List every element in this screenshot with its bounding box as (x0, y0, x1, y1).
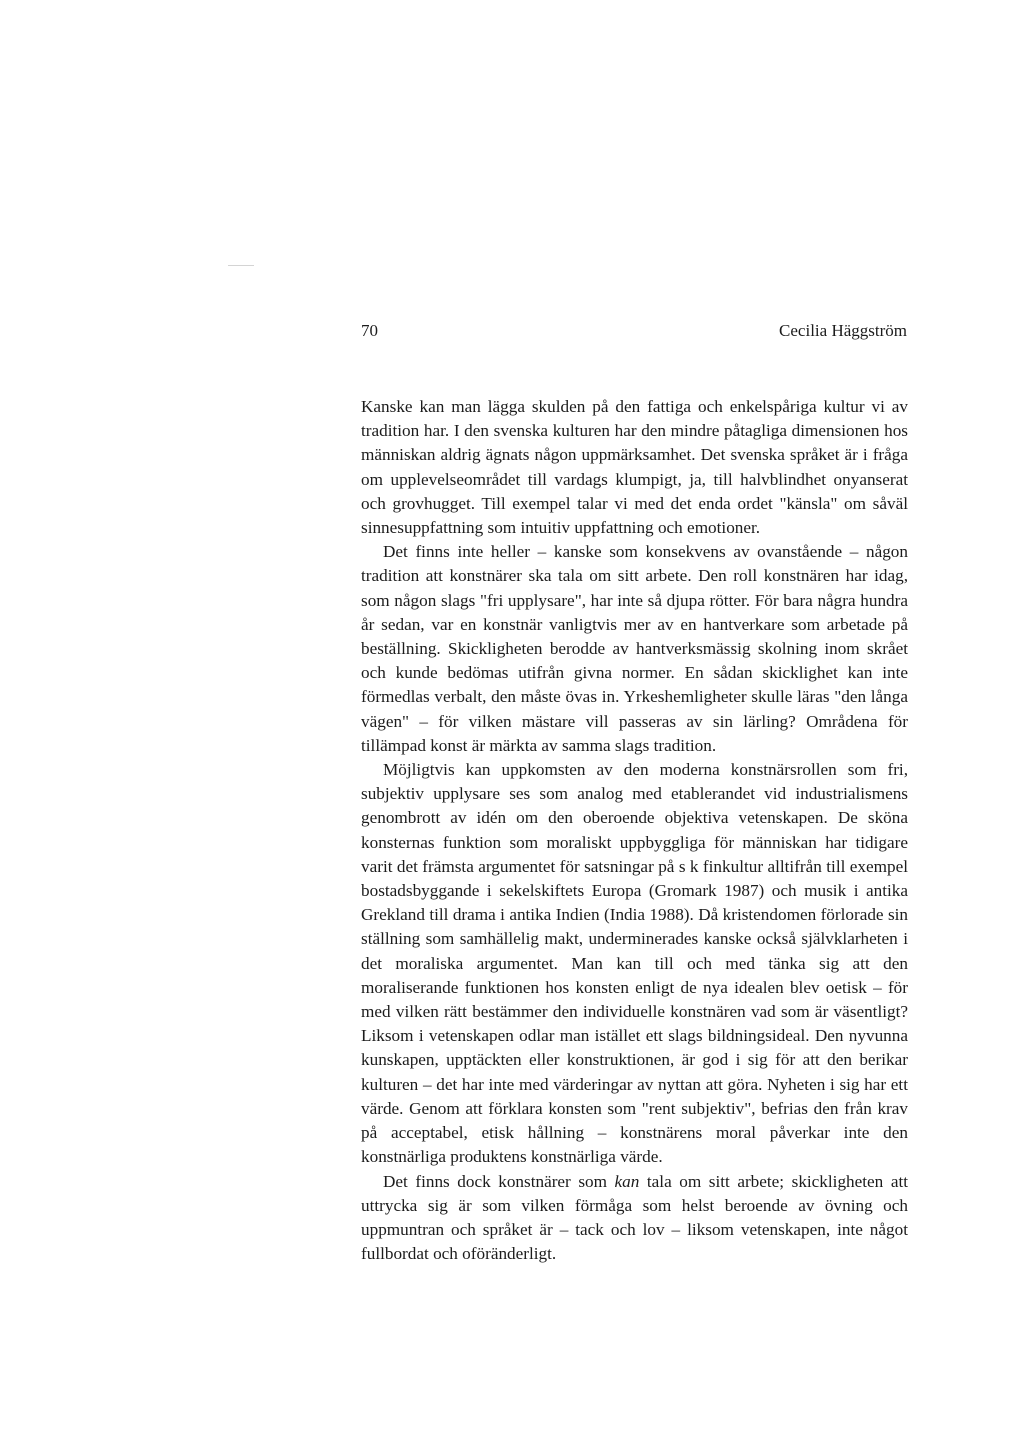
paragraph-3: Möjligtvis kan uppkomsten av den moderna konstnärsrollen som fri, subjektiv upplysare ses som analog med etablerandet vid industrialismens genombrott av idén om den oberoende objektiva vetenskapen. De sköna konsternas funktion som moraliskt uppbyggliga för människan har tidigare varit det främsta argumentet för satsningar på s k finkultur alltifrån till exempel bostadsbyggande i sekelskiftets Europa (Gromark 1987) och musik i antika Grekland till drama i antika Indien (India 1988). Då kristendomen förlorade sin ställning som samhällelig makt, underminerades kanske också självklarheten i det moraliska argumentet. Man kan till och med tänka sig att den moraliserande funktionen hos konsten enligt de nya idealen blev oetisk – för med vilken rätt bestämmer den individuelle konstnären vad som är väsentligt? Liksom i vetenskapen odlar man istället ett slags bildningsideal. Den nyvunna kunskapen, upptäckten eller konstruktionen, är god i sig för att den berikar kulturen – det har inte med värderingar av nyttan att göra. Nyheten i sig har ett värde. Genom att förklara konsten som "rent subjektiv", befrias den från krav på acceptabel, etisk hållning – konstnärens moral påverkar inte den konstnärliga produktens konstnärliga värde. (361, 760, 908, 1167)
body-text (361, 395, 908, 1266)
paragraph-4-after: tala om sitt arbete; skickligheten att uttrycka sig är som vilken förmåga som helst beroende av övning och uppmuntran och språket är – tack och lov – liksom vetenskapen, inte något fullbordat och oföränderligt. (361, 1171, 908, 1264)
running-head-author: Cecilia Häggström (779, 321, 907, 340)
paragraph-2: Det finns inte heller – kanske som konsekvens av ovanstående – någon tradition att konstnärer ska tala om sitt arbete. Den roll konstnären har idag, som någon slags "fri upplysare", har inte så djupa rötter. För bara några hundra år sedan, var en konstnär vanligtvis mer av en hantverkare som arbetade på beställning. Skickligheten berodde av hantverksmässig skolning inom skrået och kunde bedömas utifrån givna normer. En sådan skicklighet kan inte förmedlas verbalt, den måste övas in. Yrkeshemligheter skulle läras "den långa vägen" – för vilken mästare vill passeras av sin lärling? Områdena för tillämpad konst är märkta av samma slags tradition. (361, 542, 908, 755)
page-header (361, 318, 907, 344)
scan-artifact-line (228, 265, 254, 266)
emphasis-kan: kan (614, 1171, 640, 1191)
paragraph-4 (361, 1170, 908, 1267)
paragraph-4-before: Det finns dock konstnärer som (383, 1171, 615, 1191)
page-number: 70 (361, 321, 378, 340)
paragraph-1: Kanske kan man lägga skulden på den fattiga och enkelspåriga kultur vi av tradition har. I den svenska kulturen har den mindre påtagliga dimensionen hos människan aldrig ägnats någon uppmärksamhet. Det svenska språket är i fråga om upplevelseområdet till vardags klumpigt, ja, till halvblindhet onyanserat och grovhugget. Till exempel talar vi med det enda ordet "känsla" om såväl sinnesuppfattning som intuitiv uppfattning och emotioner. (361, 397, 908, 538)
